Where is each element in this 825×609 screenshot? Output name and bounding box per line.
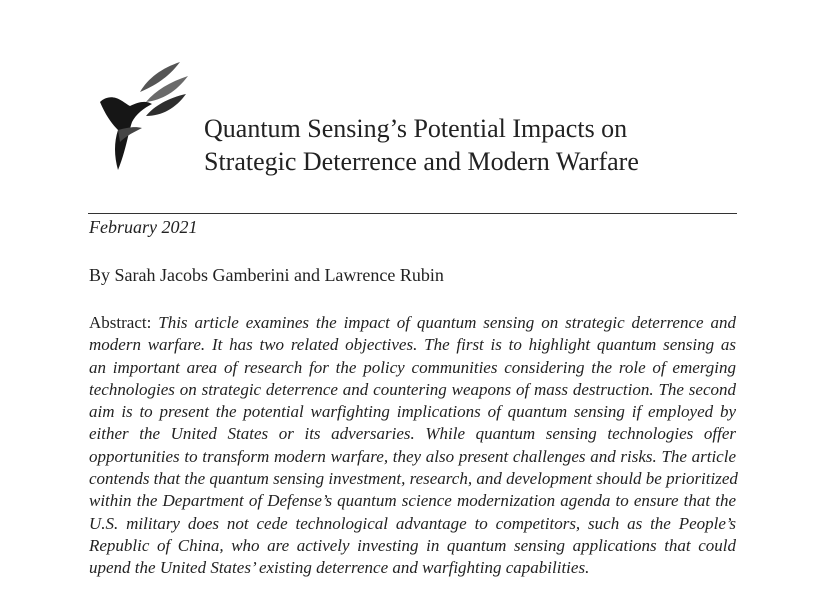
- abstract-label: Abstract:: [89, 313, 159, 332]
- article-title: [204, 112, 744, 178]
- abstract-line: contends that the quantum sensing investment, research, and development should be prioritized: [89, 469, 738, 489]
- abstract-text: This article examines the impact of quantum sensing on strategic deterrence and: [158, 313, 736, 332]
- abstract-line: within the Department of Defense’s quantum science modernization agenda to ensure that the: [89, 491, 736, 511]
- abstract-line: aim is to present the potential warfighting implications of quantum sensing if employed by: [89, 402, 736, 422]
- abstract-line: opportunities to transform modern warfare, they also present challenges and risks. The article: [89, 446, 736, 466]
- abstract-line: either the United States or its adversaries. While quantum sensing technologies offer: [89, 424, 736, 444]
- title-line-2: Strategic Deterrence and Modern Warfare: [204, 147, 639, 176]
- abstract-line: modern warfare. It has two related objectives. The first is to highlight quantum sensing as: [89, 335, 736, 355]
- abstract-line: Republic of China, who are actively investing in quantum sensing applications that could: [89, 535, 736, 555]
- abstract-line: upend the United States’ existing deterrence and warfighting capabilities.: [89, 558, 590, 578]
- abstract-line: an important area of research for the policy communities considering the role of emerging: [89, 357, 736, 377]
- author-byline: By Sarah Jacobs Gamberini and Lawrence Rubin: [89, 265, 444, 285]
- header-divider: [88, 213, 737, 214]
- title-line-1: Quantum Sensing’s Potential Impacts on: [204, 114, 628, 143]
- abstract-line: technologies on strategic deterrence and countering weapons of mass destruction. The second: [89, 379, 736, 399]
- publication-date: February 2021: [89, 217, 198, 237]
- abstract-line: U.S. military does not cede technological advantage to competitors, such as the People’s: [89, 513, 736, 533]
- abstract-line: [89, 312, 736, 334]
- bird-f-logo-icon: [92, 58, 192, 180]
- abstract: [89, 312, 736, 580]
